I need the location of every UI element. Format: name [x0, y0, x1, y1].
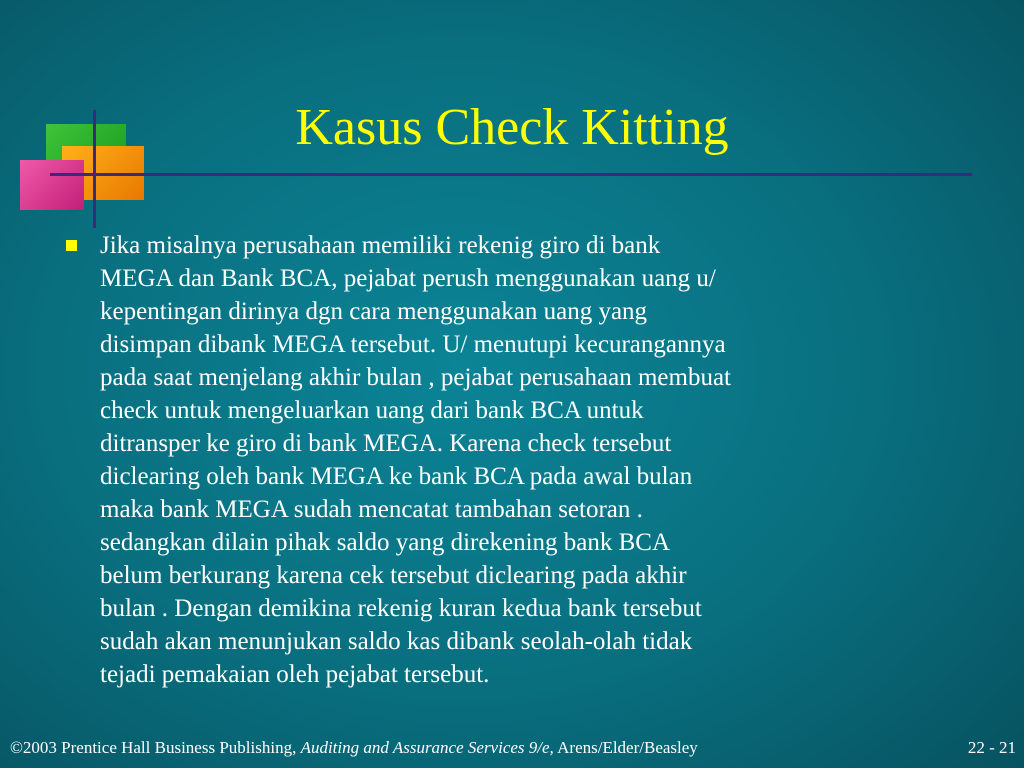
- body-line: belum berkurang karena cek tersebut diclearing pada akhir: [100, 562, 687, 589]
- body-line: sudah akan menunjukan saldo kas dibank seolah-olah tidak: [100, 628, 693, 655]
- body-line: bulan . Dengan demikina rekenig kuran kedua bank tersebut: [100, 595, 702, 622]
- body-line: Jika misalnya perusahaan memiliki rekenig giro di bank: [100, 232, 661, 259]
- body-line: sedangkan dilain pihak saldo yang direkening bank BCA: [100, 529, 671, 556]
- footer-page-number: 22 - 21: [967, 738, 1016, 757]
- bullet-text: [100, 229, 980, 691]
- footer-copyright: ©2003 Prentice Hall Business Publishing,: [10, 738, 301, 757]
- title-underline-rule: [50, 173, 972, 176]
- footer-citation: [10, 738, 698, 758]
- body-line: check untuk mengeluarkan uang dari bank BCA untuk: [100, 397, 644, 424]
- body-line: tejadi pemakaian oleh pejabat tersebut.: [100, 661, 490, 688]
- footer-book-title: Auditing and Assurance Services 9/e,: [300, 738, 554, 757]
- body-line: diclearing oleh bank MEGA ke bank BCA pada awal bulan: [100, 463, 693, 490]
- body-line: ditransper ke giro di bank MEGA. Karena check tersebut: [100, 430, 672, 457]
- footer-authors: Arens/Elder/Beasley: [553, 738, 698, 757]
- body-line: pada saat menjelang akhir bulan , pejabat perusahaan membuat: [100, 364, 731, 391]
- slide-title: Kasus Check Kitting: [295, 99, 729, 156]
- square-bullet-icon: [66, 240, 77, 251]
- pink-square-decoration: [20, 160, 84, 210]
- body-line: maka bank MEGA sudah mencatat tambahan setoran .: [100, 496, 643, 523]
- body-line: MEGA dan Bank BCA, pejabat perush menggunakan uang u/: [100, 265, 716, 292]
- slide-footer: [10, 738, 1016, 758]
- body-line: kepentingan dirinya dgn cara menggunakan uang yang: [100, 298, 648, 325]
- body-line: disimpan dibank MEGA tersebut. U/ menutupi kecurangannya: [100, 331, 726, 358]
